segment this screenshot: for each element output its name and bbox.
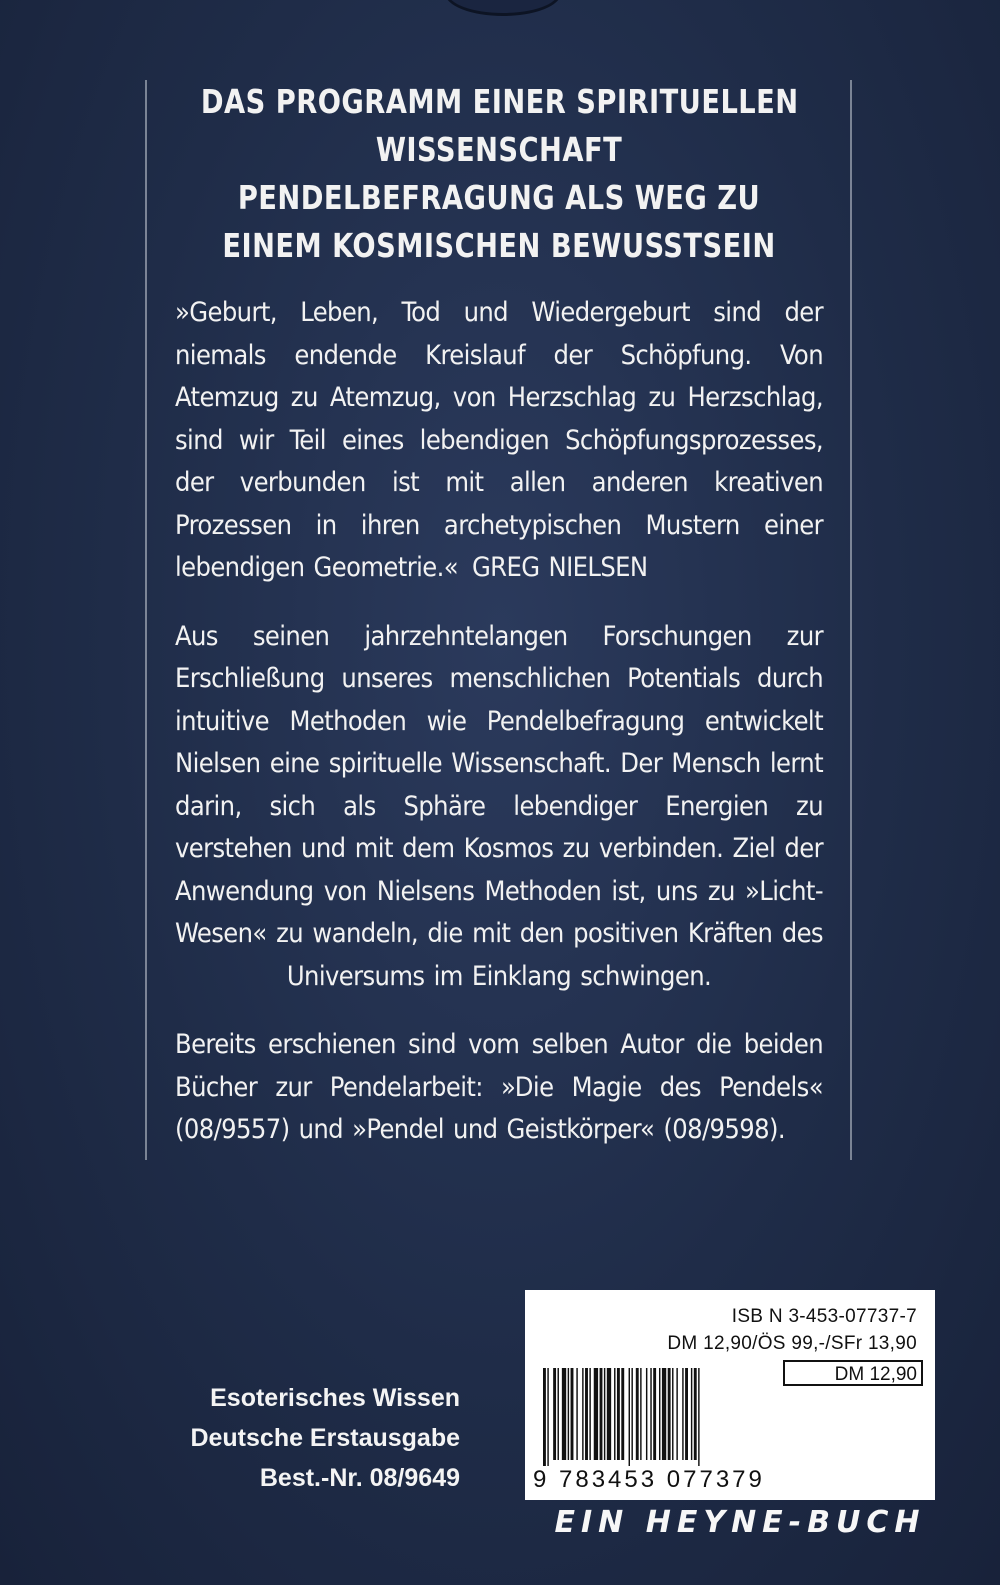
barcode-bar [562,1368,566,1460]
related-books-paragraph: Bereits erschienen sind vom selben Autor die beiden Bücher zur Pendelarbeit: »Die Magie des Pendels« (08/9557) und »Pendel und Geistkörper« (08/9598). [175,1029,823,1145]
barcode-bar [659,1368,660,1460]
barcode-bar [614,1368,615,1460]
barcode-bar [582,1368,583,1460]
barcode-bar [662,1368,666,1460]
barcode-bar [600,1368,603,1460]
barcode-bar [640,1368,641,1460]
barcode-bar [568,1368,569,1460]
barcode-sticker [525,1290,935,1500]
quote-paragraph [175,292,823,590]
barcode-bar [653,1368,656,1460]
barcode-bar [558,1368,559,1460]
barcode-bar [682,1368,683,1460]
barcode-bar [576,1368,577,1460]
barcode-bar [594,1368,598,1460]
isbn-number: ISB N 3-453-07737-7 [731,1306,917,1327]
barcode-bar [621,1368,624,1460]
barcode-bar [650,1368,651,1460]
heading-line: WISSENSCHAFT [375,130,623,169]
barcode-bar [543,1368,546,1466]
barcode-bar [629,1368,630,1466]
barcode-bar [646,1368,647,1460]
series-label: Esoterisches Wissen [210,1384,460,1412]
barcode-bar [547,1368,548,1466]
barcode-bar [676,1368,677,1460]
ean-digits: 9 783453 077379 [533,1466,765,1493]
back-cover-text [175,78,823,1178]
quote-text: »Geburt, Leben, Tod und Wiedergeburt sind der niemals endende Kreislauf der Schöpfung. Von Atemzug zu Atemzug, von Herzschlag zu Herzschlag, sind wir Teil eines lebendigen Schöpfungsprozesses, der verbunden ist mit allen anderen kreativen Prozessen in ihren archetypischen Mustern einer lebendigen Geometrie.« [175,297,823,583]
barcode-bar [571,1368,574,1460]
barcode-bar [617,1368,620,1460]
cover-heading [201,78,797,270]
barcode-bar [672,1368,673,1460]
heading-line: EINEM KOSMISCHEN BEWUSSTSEIN [222,226,776,265]
barcode-bar [691,1368,692,1460]
frame-line-right [850,80,852,1160]
barcode-bar [694,1368,697,1460]
edition-info [130,1378,460,1498]
barcode-bar [607,1368,611,1460]
barcode-bar [553,1368,556,1460]
description-paragraph: Aus seinen jahrzehntelangen Forschungen zur Erschließung unseres menschlichen Potentials durch intuitive Methoden wie Pendelbefragung entwickelt Nielsen eine spirituelle Wissenschaft. Der Mensch lernt darin, sich als Sphäre lebendiger Energien zu verstehen und mit dem Kosmos zu verbinden. Ziel der Anwendung von Nielsens Methoden ist, uns zu »Licht-Wesen« zu wandeln, die mit den positiven Kräften des Universums im Einklang schwingen. [175,620,823,992]
price-list: DM 12,90/ÖS 99,-/SFr 13,90 [667,1333,917,1354]
publisher-brand: EIN HEYNE-BUCH [554,1505,926,1540]
quote-author: GREG NIELSEN [471,552,648,583]
barcode-bar [604,1368,605,1460]
barcode-bar [685,1368,688,1460]
barcode-bar [698,1368,699,1466]
frame-line-left [145,80,147,1160]
barcode-bar [585,1368,588,1460]
barcode-bar [631,1368,632,1460]
heading-line: DAS PROGRAMM EINER SPIRITUELLEN [200,82,799,121]
heading-line: PENDELBEFRAGUNG ALS WEG ZU [237,178,761,217]
barcode-bar [589,1368,590,1460]
order-number: Best.-Nr. 08/9649 [259,1464,460,1492]
cover-top-notch [445,0,561,16]
edition-label: Deutsche Erstausgabe [190,1424,460,1452]
barcode-image [543,1368,788,1466]
barcode-bar [668,1368,671,1460]
price-tag: DM 12,90 [783,1360,923,1386]
barcode-bar [636,1368,639,1460]
